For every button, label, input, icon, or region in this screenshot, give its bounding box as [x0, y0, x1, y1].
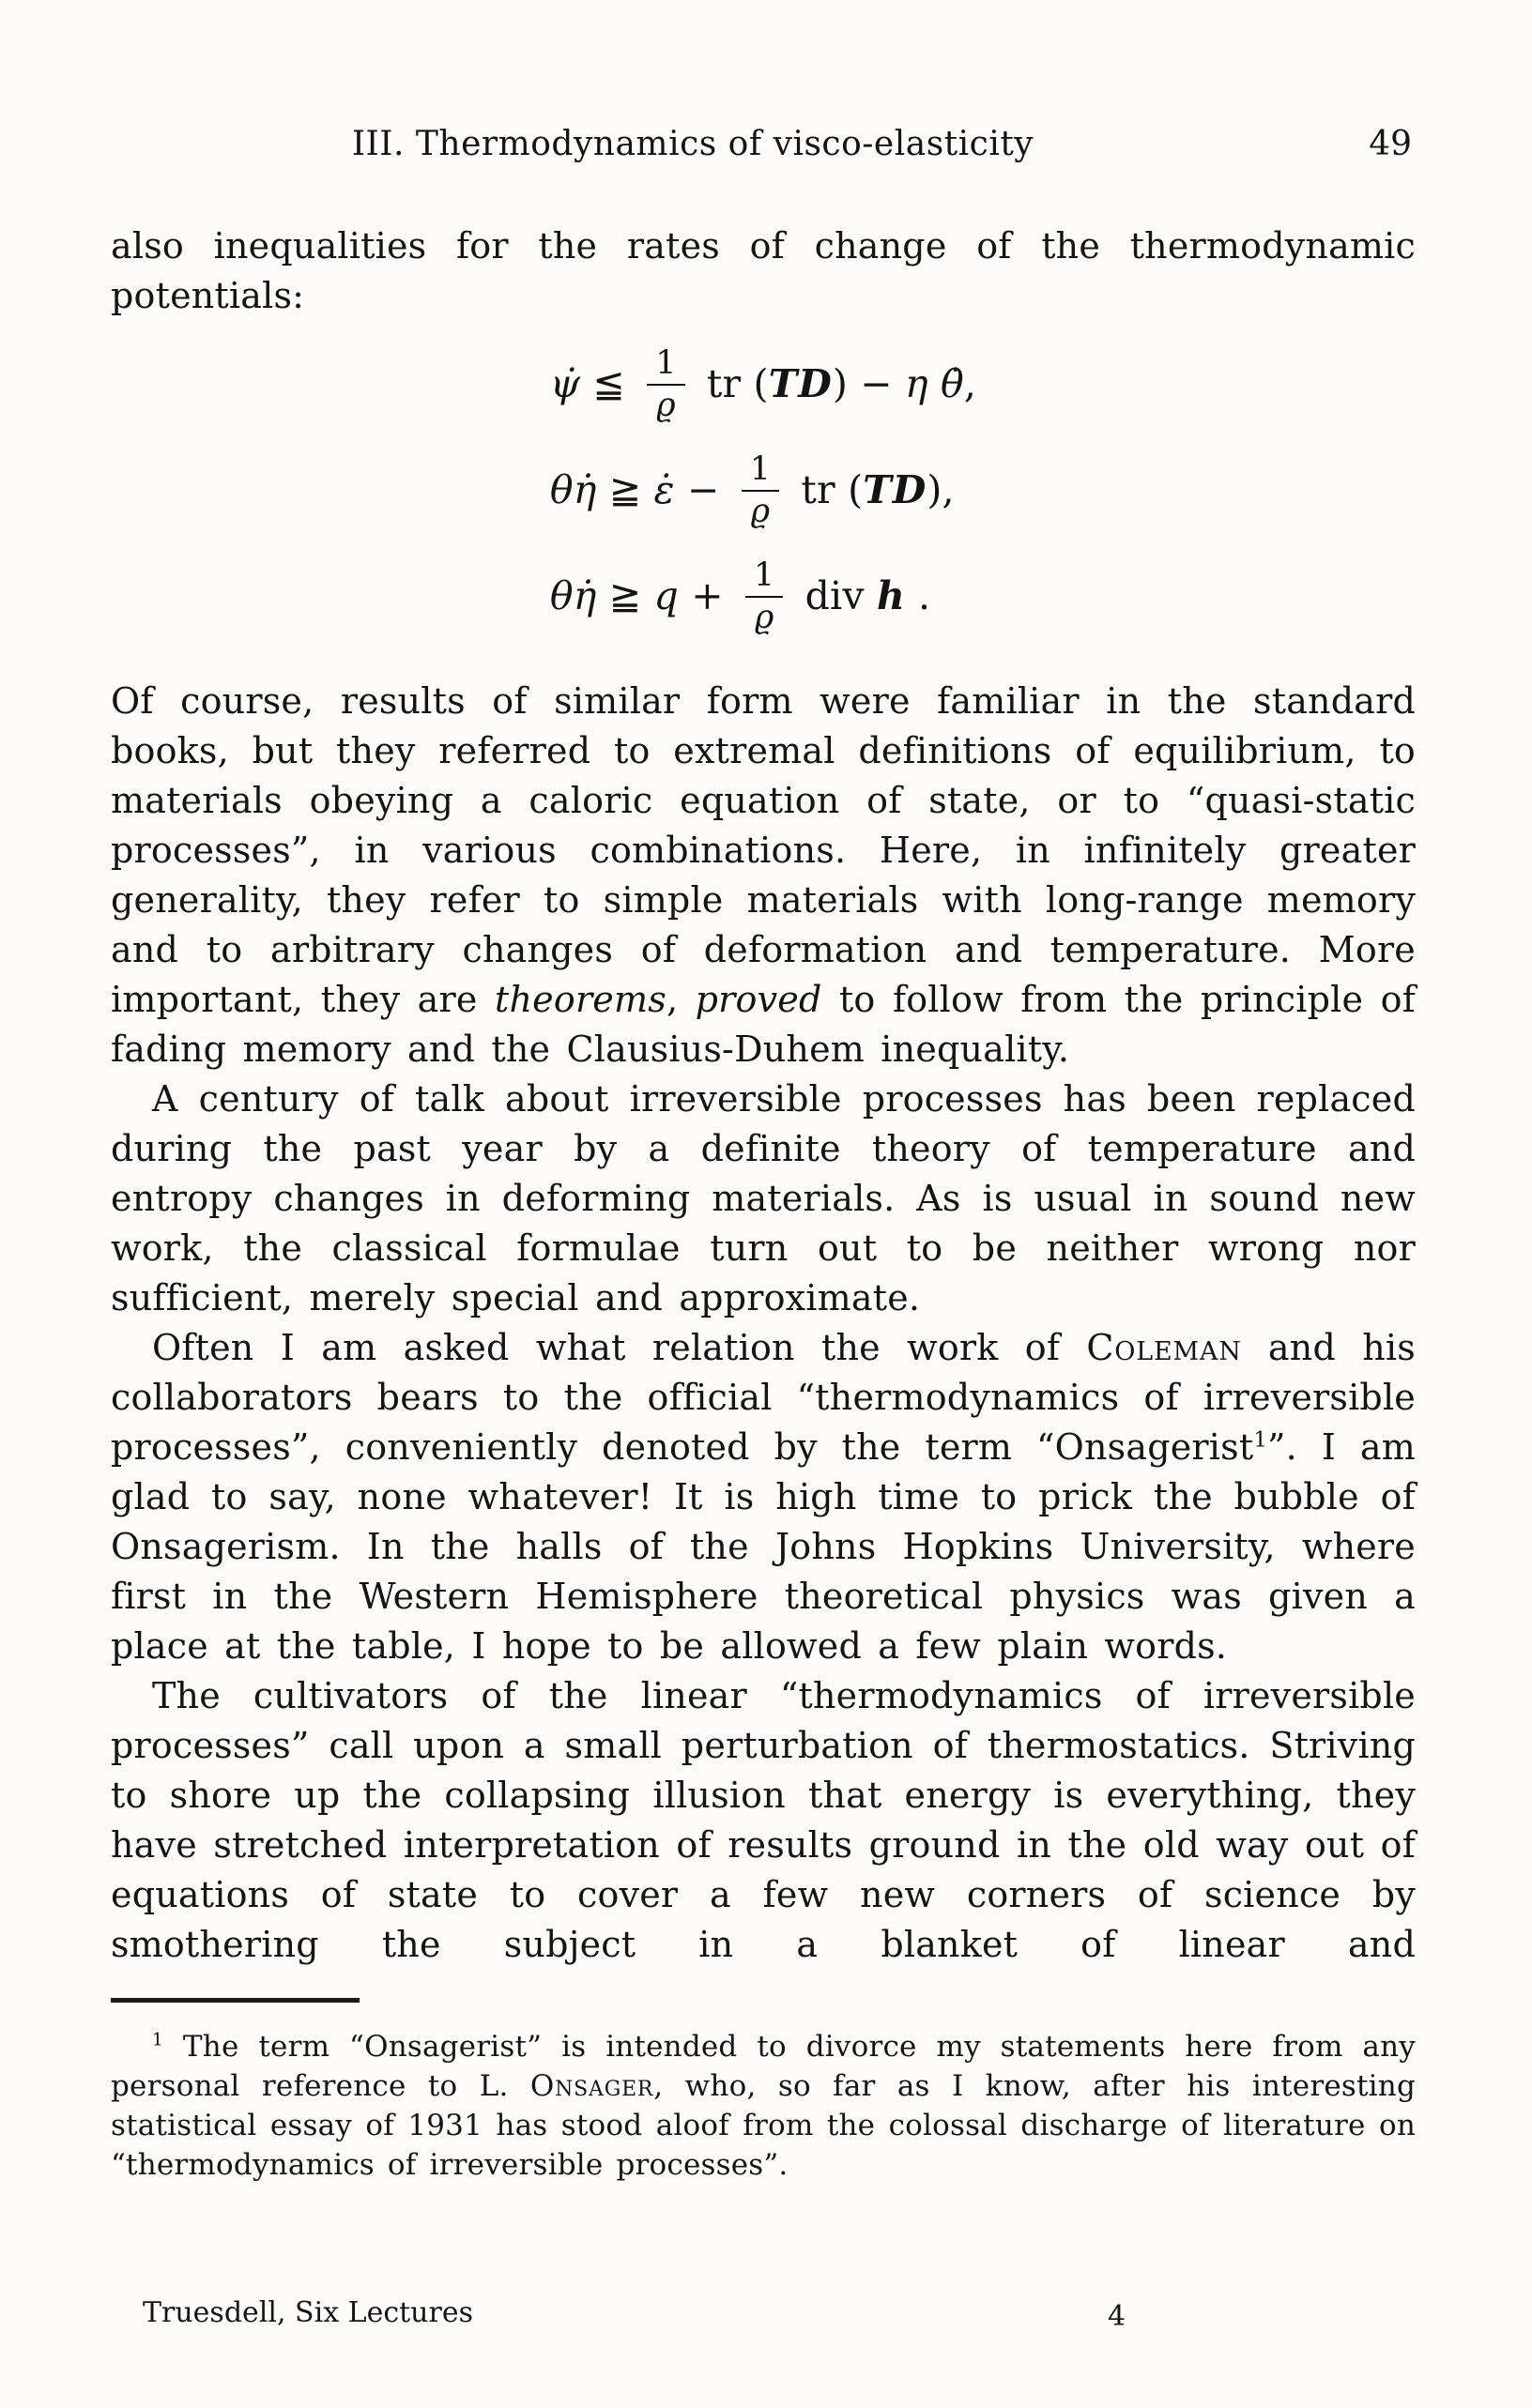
page-footer [111, 2295, 1416, 2331]
fraction: $\frac{1}{ϱ}$ [742, 452, 779, 528]
fraction: $\frac{1}{ϱ}$ [745, 558, 783, 634]
footnote: $^1$ The term “Onsagerist” is intended to divorce my statements here from any personal reference to L. Onsager, who, so far as I know, after his interesting statistical essay of 1931 has stood aloof from the colossal discharge of literature on “thermodynamics of irreversible processes”. [111, 2030, 1416, 2183]
page-number: 49 [1369, 125, 1412, 163]
paragraph-century-of-talk: A century of talk about irreversible processes has been replaced during the past year by a definite theory of temperature and entropy changes in deforming materials. As is usual in sound new work, the classical formulae turn out to be neither wrong nor sufficient, merely special and approximate. [111, 1078, 1416, 1319]
equation-block [549, 344, 977, 637]
book-signature: Truesdell, Six Lectures [143, 2296, 473, 2329]
chapter-title: III. Thermodynamics of visco-elasticity [351, 125, 1034, 163]
fraction: $\frac{1}{ϱ}$ [647, 346, 684, 422]
paragraph-standard-books: Of course, results of similar form were familiar in the standard books, but they referred to extremal definitions of equilibrium, to materials obeying a caloric equation of state, or to “quasi-static processes”, in various combinations. Here, in infinitely greater generality, they refer to simple materials with long-range memory and to arbitrary changes of deformation and temperature. More important, they are theorems, proved to follow from the principle of fading memory and the Clausius-Duhem inequality. [111, 680, 1416, 1071]
paragraph-cultivators: The cultivators of the linear “thermodynamics of irreversible processes” call upon a small perturbation of thermostatics. Striving to shore up the collapsing illusion that energy is everything, they have stretched interpretation of results ground in the old way out of equations of state to cover a few new corners of science by smothering the subject in a blanket of linear and [111, 1675, 1416, 1966]
text-column [111, 221, 1416, 2185]
footnote-rule [111, 1998, 360, 2003]
equation-entropy-rate-1: θη̇ ≧ ε̇ − $\frac{1}{ϱ}$ tr (TD), [549, 450, 955, 530]
paragraph-intro-continuation: also inequalities for the rates of change of the thermodynamic potentials: [111, 225, 1416, 316]
running-header [111, 122, 1416, 167]
sheet-number: 4 [1108, 2300, 1126, 2333]
paragraph-often-asked: Often I am asked what relation the work of Coleman and his collaborators bears to the official “thermodynamics of irreversible processes”, conveniently denoted by the term “Onsagerist$^1$”. I am glad to say, none whatever! It is high time to prick the bubble of Onsagerism. In the halls of the Johns Hopkins University, where first in the Western Hemisphere theoretical physics was given a place at the table, I hope to be allowed a few plain words. [111, 1327, 1416, 1668]
equation-entropy-rate-2: θη̇ ≧ q + $\frac{1}{ϱ}$ div h . [549, 556, 931, 636]
equation-free-energy-rate: ψ̇ ≦ $\frac{1}{ϱ}$ tr (TD) − η θ̇, [549, 344, 977, 424]
